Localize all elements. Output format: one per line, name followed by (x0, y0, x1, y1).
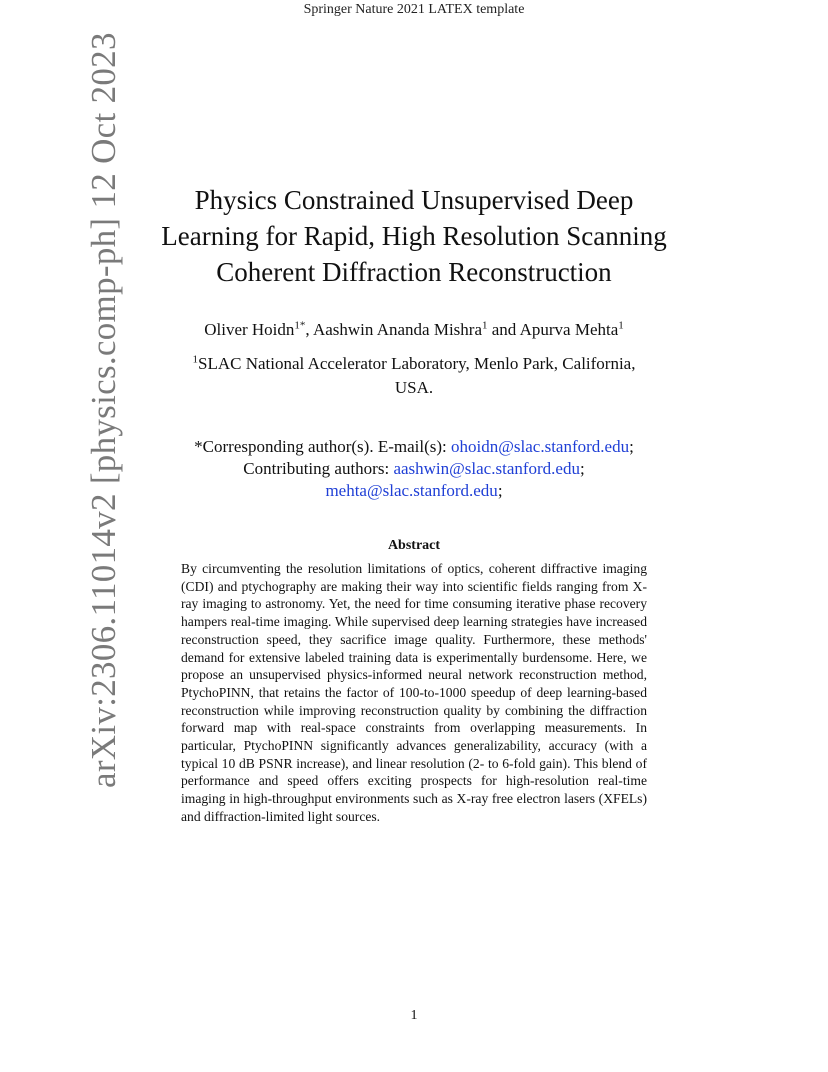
contributing-prefix: Contributing authors: (243, 459, 394, 478)
separator: ; (629, 437, 634, 456)
arxiv-identifier-text: arXiv:2306.11014v2 [physics.comp-ph] 12 Oct 2023 (84, 32, 123, 788)
affiliation-mark: 1 (192, 353, 199, 366)
title-line-3: Coherent Diffraction Reconstruction (216, 257, 612, 287)
separator: ; (579, 459, 585, 478)
separator: ; (497, 481, 503, 500)
author-name: Aashwin Ananda Mishra (312, 320, 482, 339)
correspondence-block (140, 436, 688, 502)
author-affiliation-mark: 1 (482, 319, 488, 332)
author-name: Apurva Mehta (519, 320, 619, 339)
running-header-text: Springer Nature 2021 LATEX template (303, 2, 525, 17)
title-line-1: Physics Constrained Unsupervised Deep (194, 185, 634, 215)
running-header (0, 2, 828, 18)
abstract-body: By circumventing the resolution limitations of optics, coherent diffractive imaging (CDI) and ptychography are making their way into scientific fields ranging from X-ray imaging to astronomy. Yet, the need for time consuming iterative phase recovery hampers real-time imaging. While supervised deep learning strategies have increased reconstruction speed, they sacrifice image quality. Furthermore, these methods' demand for extensive labeled training data is experimentally burdensome. Here, we propose an unsupervised physics-informed neural network reconstruction method, PtychoPINN, that retains the factor of 100-to-1000 speedup of deep learning-based reconstruction while improving reconstruction quality by combining the diffraction forward map with real-space constraints from overlapping measurements. In particular, PtychoPINN significantly advances generalizability, accuracy (with a typical 10 dB PSNR increase), and linear resolution (2- to 6-fold gain). This blend of performance and speed offers exciting prospects for high-resolution real-time imaging in high-throughput environments such as X-ray free electron lasers (XFELs) and diffraction-limited light sources. (181, 561, 647, 824)
affiliation-line-2: USA. (394, 378, 434, 397)
author-list: Oliver Hoidn$^{1*}$, Aashwin Ananda Mishra$^1$ and Apurva Mehta$^1$ (204, 319, 624, 339)
author-affiliation-mark: 1 (618, 319, 624, 332)
title-line-2: Learning for Rapid, High Resolution Scanning (161, 221, 667, 251)
abstract-heading: Abstract (387, 538, 441, 553)
contributing-email-link-2[interactable]: mehta@slac.stanford.edu (325, 481, 498, 500)
affiliation (150, 352, 678, 400)
paper-title (140, 182, 688, 290)
corresponding-prefix: *Corresponding author(s). E-mail(s): (194, 437, 452, 456)
author-affiliation-mark: 1* (294, 319, 306, 332)
arxiv-identifier-stamp (80, 32, 124, 788)
corresponding-email-link[interactable]: ohoidn@slac.stanford.edu (451, 437, 630, 456)
affiliation-line-1: SLAC National Accelerator Laboratory, Menlo Park, California, (198, 354, 636, 373)
author-name: Oliver Hoidn (204, 320, 295, 339)
page-number: 1 (410, 1008, 418, 1023)
contributing-email-link-1[interactable]: aashwin@slac.stanford.edu (393, 459, 580, 478)
